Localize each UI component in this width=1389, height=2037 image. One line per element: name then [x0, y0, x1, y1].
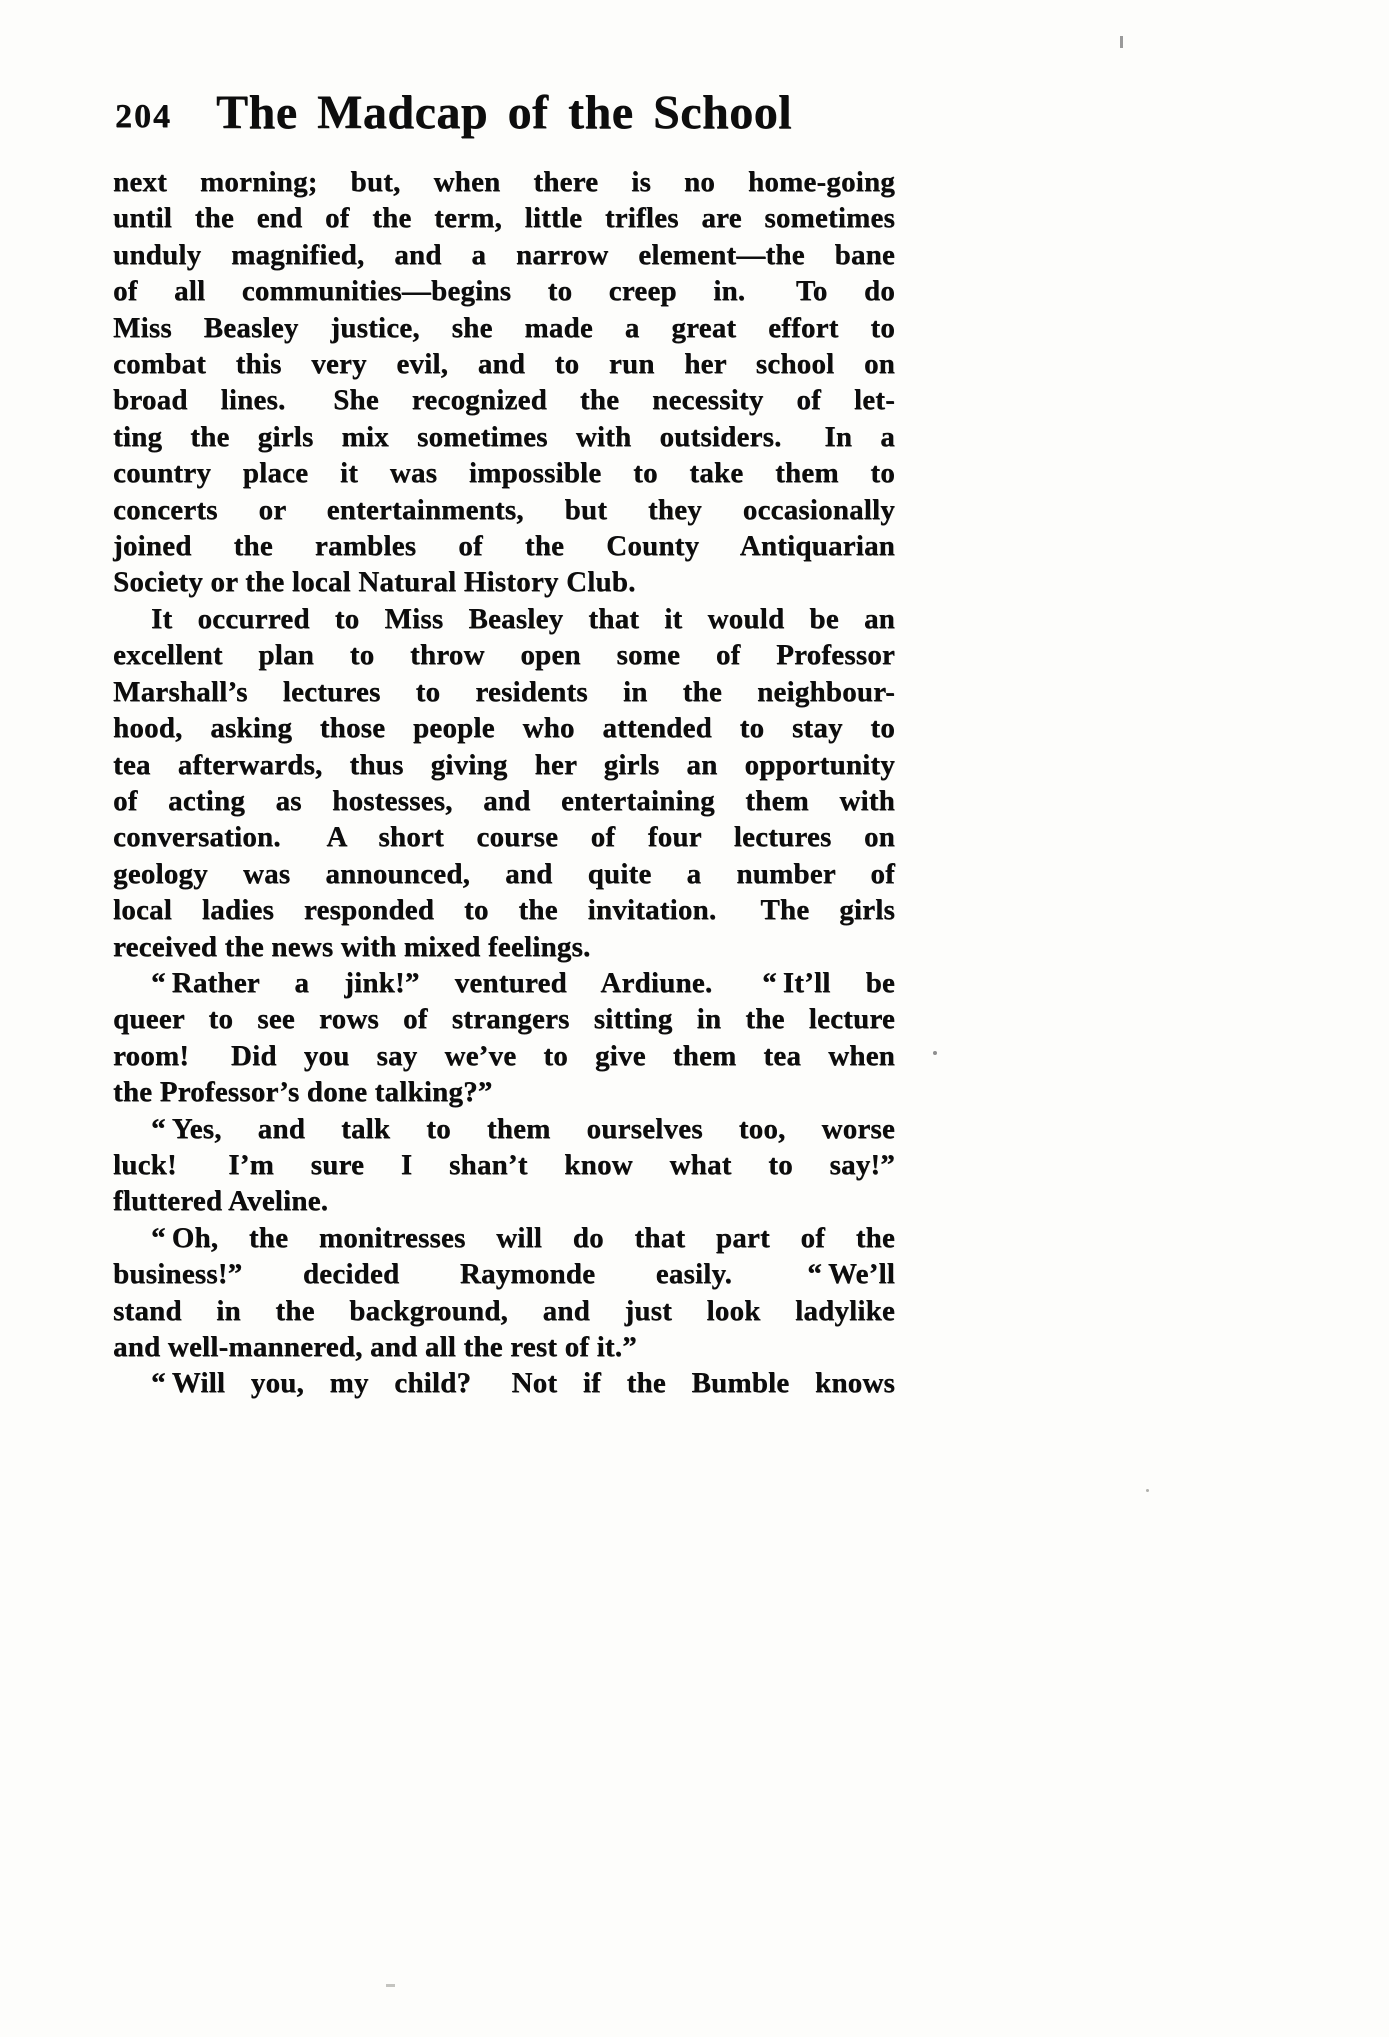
text-line: “ Will you, my child? Not if the Bumble knows — [151, 1367, 895, 1400]
text-line: next morning; but, when there is no home-going — [113, 166, 895, 198]
text-line: ting the girls mix sometimes with outsiders. In a — [113, 420, 895, 453]
scan-speck — [386, 1984, 395, 1987]
text-line: conversation. A short course of four lectures on — [113, 821, 895, 854]
text-line: excellent plan to throw open some of Professor — [113, 639, 895, 672]
text-line: business!” decided Raymonde easily. “ We’ll — [113, 1258, 895, 1291]
page-text — [113, 164, 895, 1402]
text-line: It occurred to Miss Beasley that it would be an — [151, 602, 895, 635]
paragraph-5 — [113, 1220, 895, 1366]
text-line: local ladies responded to the invitation. The girls — [113, 894, 895, 927]
text-line: until the end of the term, little trifles are sometimes — [113, 202, 895, 235]
text-line: Miss Beasley justice, she made a great effort to — [113, 311, 895, 344]
text-line: of all communities—begins to creep in. To do — [113, 275, 895, 308]
scan-speck — [933, 1051, 937, 1055]
text-line: stand in the background, and just look ladylike — [113, 1294, 895, 1327]
text-line: broad lines. She recognized the necessity of let- — [113, 384, 895, 417]
text-line: geology was announced, and quite a number of — [113, 857, 895, 890]
scan-speck — [1120, 36, 1123, 48]
page-title: The Madcap of the School — [215, 86, 792, 139]
text-line: queer to see rows of strangers sitting in the lecture — [113, 1003, 895, 1036]
paragraph-1 — [113, 164, 895, 601]
text-line: Marshall’s lectures to residents in the neighbour- — [113, 675, 895, 708]
text-line: received the news with mixed feelings. — [113, 930, 591, 963]
text-line: “ Yes, and talk to them ourselves too, worse — [151, 1112, 895, 1145]
page-header — [113, 84, 895, 142]
text-line: and well-mannered, and all the rest of it.” — [113, 1331, 637, 1363]
paragraph-2 — [113, 601, 895, 965]
text-line: country place it was impossible to take them to — [113, 457, 895, 490]
paragraph-4 — [113, 1111, 895, 1220]
text-line: Society or the local Natural History Club. — [113, 566, 636, 599]
text-line: of acting as hostesses, and entertaining them with — [113, 784, 895, 817]
paragraph-3 — [113, 965, 895, 1111]
text-line: the Professor’s done talking?” — [113, 1076, 493, 1109]
text-line: fluttered Aveline. — [113, 1185, 329, 1218]
page-number: 204 — [115, 98, 172, 135]
paragraph-6 — [113, 1365, 895, 1401]
scan-speck — [1146, 1489, 1149, 1492]
text-line: concerts or entertainments, but they occasionally — [113, 493, 895, 526]
text-line: “ Oh, the monitresses will do that part of the — [151, 1221, 895, 1254]
text-line: luck! I’m sure I shan’t know what to say!” — [113, 1148, 895, 1181]
text-line: tea afterwards, thus giving her girls an opportunity — [113, 748, 895, 781]
text-line: combat this very evil, and to run her school on — [113, 348, 895, 381]
text-line: room! Did you say we’ve to give them tea when — [113, 1039, 895, 1072]
text-line: joined the rambles of the County Antiquarian — [113, 530, 895, 563]
text-line: unduly magnified, and a narrow element—the bane — [113, 238, 895, 271]
text-line: “ Rather a jink!” ventured Ardiune. “ It’ll be — [151, 966, 895, 999]
text-line: hood, asking those people who attended to stay to — [113, 712, 895, 745]
